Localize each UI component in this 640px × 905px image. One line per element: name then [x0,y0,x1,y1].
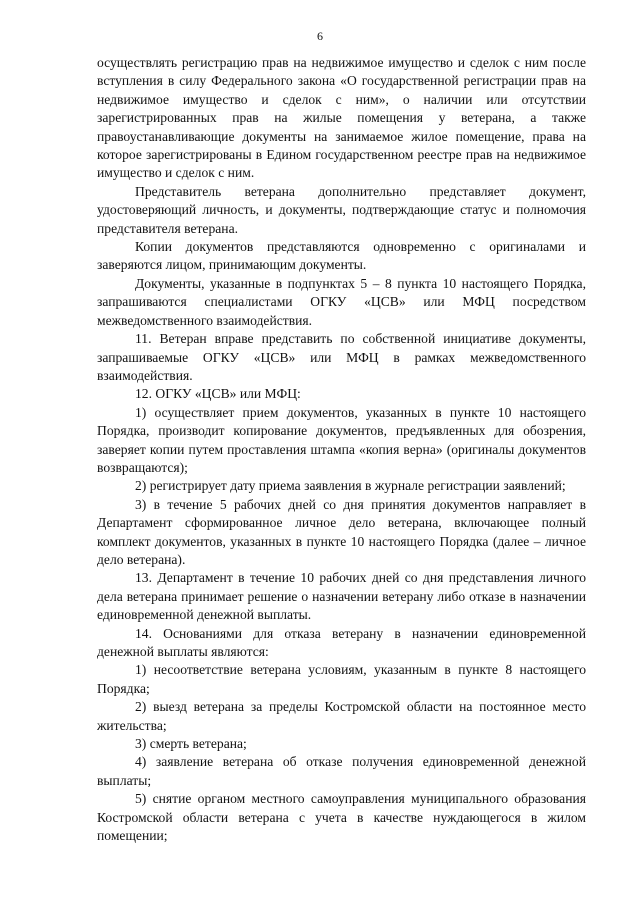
document-body [97,54,586,845]
paragraph: 3) смерть ветерана; [135,736,247,752]
paragraph: 1) осуществляет прием документов, указанных в пункте 10 настоящего Порядка, производит копирование документов, предъявленных для обозрения, заверяет копии путем проставления штампа «копия верна» (оригиналы документов возвращаются); [97,404,586,475]
paragraph: 4) заявление ветерана об отказе получения единовременной денежной выплаты; [97,754,586,788]
paragraph: 14. Основаниями для отказа ветерану в назначении единовременной денежной выплаты являются: [97,625,586,659]
page-number: 6 [317,29,323,43]
paragraph: 3) в течение 5 рабочих дней со дня принятия документов направляет в Департамент сформированное личное дело ветерана, включающее полный комплект документов, указанных в пункте 10 настоящего Порядка (далее – личное дело ветерана). [97,496,586,567]
paragraph: 2) выезд ветерана за пределы Костромской области на постоянное место жительства; [97,699,586,733]
paragraph: 13. Департамент в течение 10 рабочих дней со дня представления личного дела ветерана принимает решение о назначении ветерану либо отказе в назначении единовременной денежной выплаты. [97,570,586,623]
paragraph: 11. Ветеран вправе представить по собственной инициативе документы, запрашиваемые ОГКУ «ЦСВ» или МФЦ в рамках межведомственного взаимодействия. [97,331,586,383]
paragraph: Представитель ветерана дополнительно представляет документ, удостоверяющий личность, и документы, подтверждающие статус и полномочия представителя ветерана. [97,183,586,236]
paragraph: Документы, указанные в подпунктах 5 – 8 пункта 10 настоящего Порядка, запрашиваются специалистами ОГКУ «ЦСВ» или МФЦ посредством межведомственного взаимодействия. [97,275,586,328]
paragraph: Копии документов представляются одновременно с оригиналами и заверяются лицом, принимающим документы. [97,239,586,273]
paragraph: 1) несоответствие ветерана условиям, указанным в пункте 8 настоящего Порядка; [97,662,586,696]
paragraph: 5) снятие органом местного самоуправления муниципального образования Костромской области ветерана с учета в качестве нуждающегося в жилом помещении; [97,791,586,844]
paragraph: 12. ОГКУ «ЦСВ» или МФЦ: [135,386,301,402]
paragraph: 2) регистрирует дату приема заявления в журнале регистрации заявлений; [135,478,566,494]
paragraph: осуществлять регистрацию прав на недвижимое имущество и сделок с ним после вступления в силу Федерального закона «О государственной регистрации прав на недвижимое имущество и сделок с ним», о наличии или отсутствии зарегистрированных прав на жилые помещения у ветерана, а также правоустанавливающие документы на занимаемое жилое помещение, права на которое зарегистрированы в Едином государственном реестре прав на недвижимое имущество и сделок с ним. [97,55,586,181]
